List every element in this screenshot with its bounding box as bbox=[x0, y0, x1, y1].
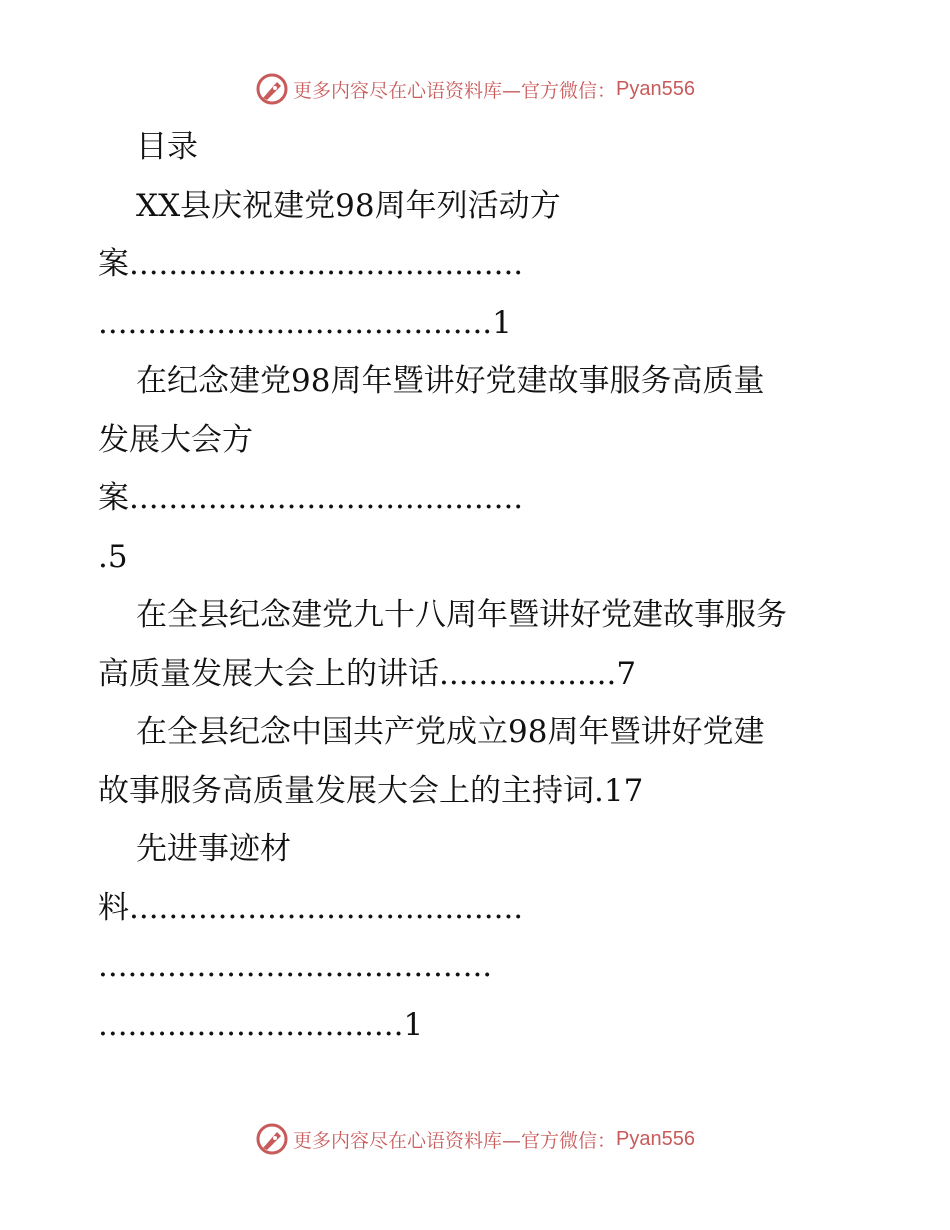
toc-entry-5-line-2: 料........................................ bbox=[98, 889, 524, 926]
toc-entry-1-line-3: ........................................1 bbox=[98, 304, 512, 341]
footer-watermark bbox=[0, 1122, 950, 1156]
toc-entry-2-line-3: 案........................................ bbox=[98, 480, 524, 516]
toc-entry-5-line-4: ...............................1 bbox=[98, 1006, 424, 1043]
toc-entry-2-line-2: 发展大会方 bbox=[98, 421, 253, 458]
toc-entry-3-line-2: 高质量发展大会上的讲话..................7 bbox=[98, 655, 637, 692]
toc-entry-4-line-2: 故事服务高质量发展大会上的主持词.17 bbox=[98, 772, 644, 809]
watermark-text: 更多内容尽在心语资料库—官方微信： bbox=[293, 79, 617, 102]
toc-entry-2-line-4: .5 bbox=[98, 538, 128, 575]
watermark-text: 更多内容尽在心语资料库—官方微信： bbox=[293, 1129, 617, 1152]
toc-entry-5-line-1: 先进事迹材 bbox=[136, 831, 291, 867]
table-of-contents bbox=[98, 118, 850, 1054]
toc-entry-5-line-3: ........................................ bbox=[98, 948, 493, 984]
toc-entry-1-line-1: XX县庆祝建党98周年列活动方 bbox=[136, 187, 561, 224]
watermark-id: Pyan556 bbox=[616, 1127, 695, 1150]
watermark-id: Pyan556 bbox=[616, 77, 695, 100]
pen-logo-icon bbox=[255, 1122, 289, 1156]
toc-entry-4-line-1: 在全县纪念中国共产党成立98周年暨讲好党建 bbox=[136, 714, 765, 750]
toc-entry-2-line-1: 在纪念建党98周年暨讲好党建故事服务高质量 bbox=[136, 363, 765, 399]
toc-entry-3-line-1: 在全县纪念建党九十八周年暨讲好党建故事服务 bbox=[136, 597, 787, 633]
pen-logo-icon bbox=[255, 72, 289, 106]
header-watermark bbox=[0, 72, 950, 106]
toc-entry-1-line-2: 案........................................ bbox=[98, 246, 524, 282]
toc-heading: 目录 bbox=[136, 129, 198, 165]
